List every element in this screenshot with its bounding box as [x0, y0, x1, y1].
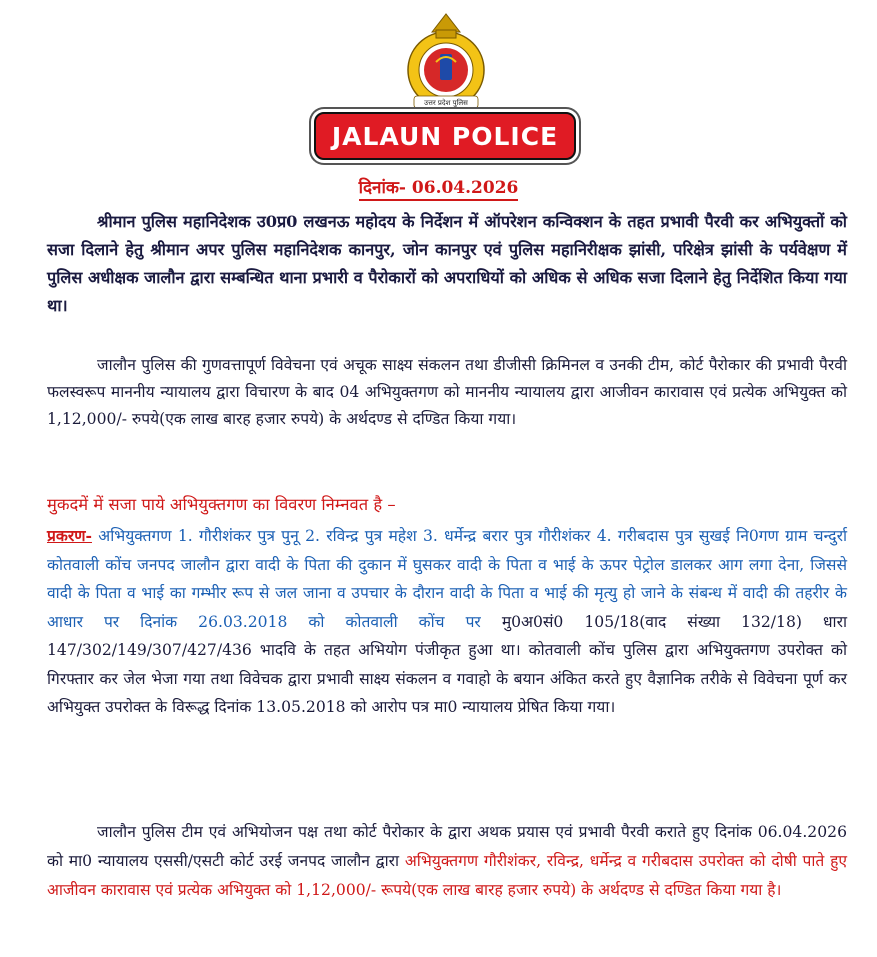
lion-capital-base: [436, 30, 456, 38]
case-label: प्रकरण-: [47, 526, 92, 545]
lion-capital-icon: [432, 14, 460, 32]
case-text-blue: अभियुक्तगण 1. गौरीशंकर पुत्र पुनू 2. रविन्द्र पुत्र महेश 3. धर्मेन्द्र बरार पुत्र गौरीशंकर 4. गरीबदास पुत्र सुखई नि0गण ग्राम चन्दुर्रा कोतवाली कोंच जनपद जालौन द्वारा वादी के पिता की दुकान में घुसकर वादी के पिता व भाई के ऊपर पेट्रोल डालकर आग लगा देना, जिससे वादी के पिता व भाई का गम्भीर रूप से जल जाना व उपचार के दौरान वादी के पिता व भाई की मृत्यु हो जाने के संबन्ध में वादी की तहरीर के आधार पर दिनांक 26.03.2018 को कोतवाली कोंच पर: [47, 527, 847, 631]
up-police-emblem: [396, 12, 496, 112]
date-text: दिनांक- 06.04.2026: [359, 178, 519, 201]
closing-paragraph: [47, 818, 847, 905]
jalaun-police-banner: JALAUN POLICE: [314, 112, 576, 160]
closing-verdict-text: अभियुक्तगण गौरीशंकर, रविन्द्र, धर्मेन्द्र व गरीबदास उपरोक्त को दोषी पाते हुए आजीवन कारावास एवं प्रत्येक अभियुक्त को 1,12,000/- रूपये(एक लाख बारह हजार रुपये) के अर्थदण्ड से दण्डित किया गया है।: [47, 852, 847, 899]
date-line: [0, 175, 877, 198]
details-heading: मुकदमें में सजा पाये अभियुक्तगण का विवरण निम्नवत है –: [47, 495, 396, 514]
intro-paragraph: श्रीमान पुलिस महानिदेशक उ0प्र0 लखनऊ महोदय के निर्देशन में ऑपरेशन कन्विक्शन के तहत प्रभावी पैरवी कर अभियुक्तों को सजा दिलाने हेतु श्रीमान अपर पुलिस महानिदेशक कानपुर, जोन कानपुर एवं पुलिस महानिरीक्षक झांसी, परिक्षेत्र झांसी के पर्यवेक्षण में पुलिस अधीक्षक जालौन द्वारा सम्बन्धित थाना प्रभारी व पैरोकारों को अपराधियों को अधिक से अधिक सजा दिलाने हेतु निर्देशित किया गया था।: [47, 212, 847, 315]
emblem-caption: उत्तर प्रदेश पुलिस: [424, 99, 468, 107]
summary-paragraph: जालौन पुलिस की गुणवत्तापूर्ण विवेचना एवं अचूक साक्ष्य संकलन तथा डीजीसी क्रिमिनल व उनकी टीम, कोर्ट पैरोकार की प्रभावी पैरवी फलस्वरूप माननीय न्यायालय द्वारा विचारण के बाद 04 अभियुक्तगण को माननीय न्यायालय द्वारा आजीवन कारावास एवं प्रत्येक अभियुक्त को 1,12,000/- रुपये(एक लाख बारह हजार रुपये) के अर्थदण्ड से दण्डित किया गया।: [47, 356, 847, 428]
case-text-black: मु0अ0सं0 105/18(वाद संख्या 132/18) धारा 147/302/149/307/427/436 भादवि के तहत अभियोग पंजीकृत हुआ था। कोतवाली कोंच पुलिस द्वारा अभियुक्तगण उपरोक्त को गिरफ्तार कर जेल भेजा गया तथा विवेचक द्वारा प्रभावी साक्ष्य संकलन व गवाहो के बयान अंकित करते हुए वैज्ञानिक तरीके से विवेचना पूर्ण कर अभियुक्त उपरोक्त के विरूद्ध दिनांक 13.05.2018 को आरोप पत्र मा0 न्यायालय प्रेषित किया गया।: [47, 612, 848, 716]
case-details-paragraph: [47, 522, 847, 722]
closing-text: जालौन पुलिस टीम एवं अभियोजन पक्ष तथा कोर्ट पैरोकार के द्वारा अथक प्रयास एवं प्रभावी पैरवी कराते हुए दिनांक 06.04.2026 को मा0 न्यायालय एससी/एसटी कोर्ट उरई जनपद जालौन द्वारा: [47, 823, 847, 870]
